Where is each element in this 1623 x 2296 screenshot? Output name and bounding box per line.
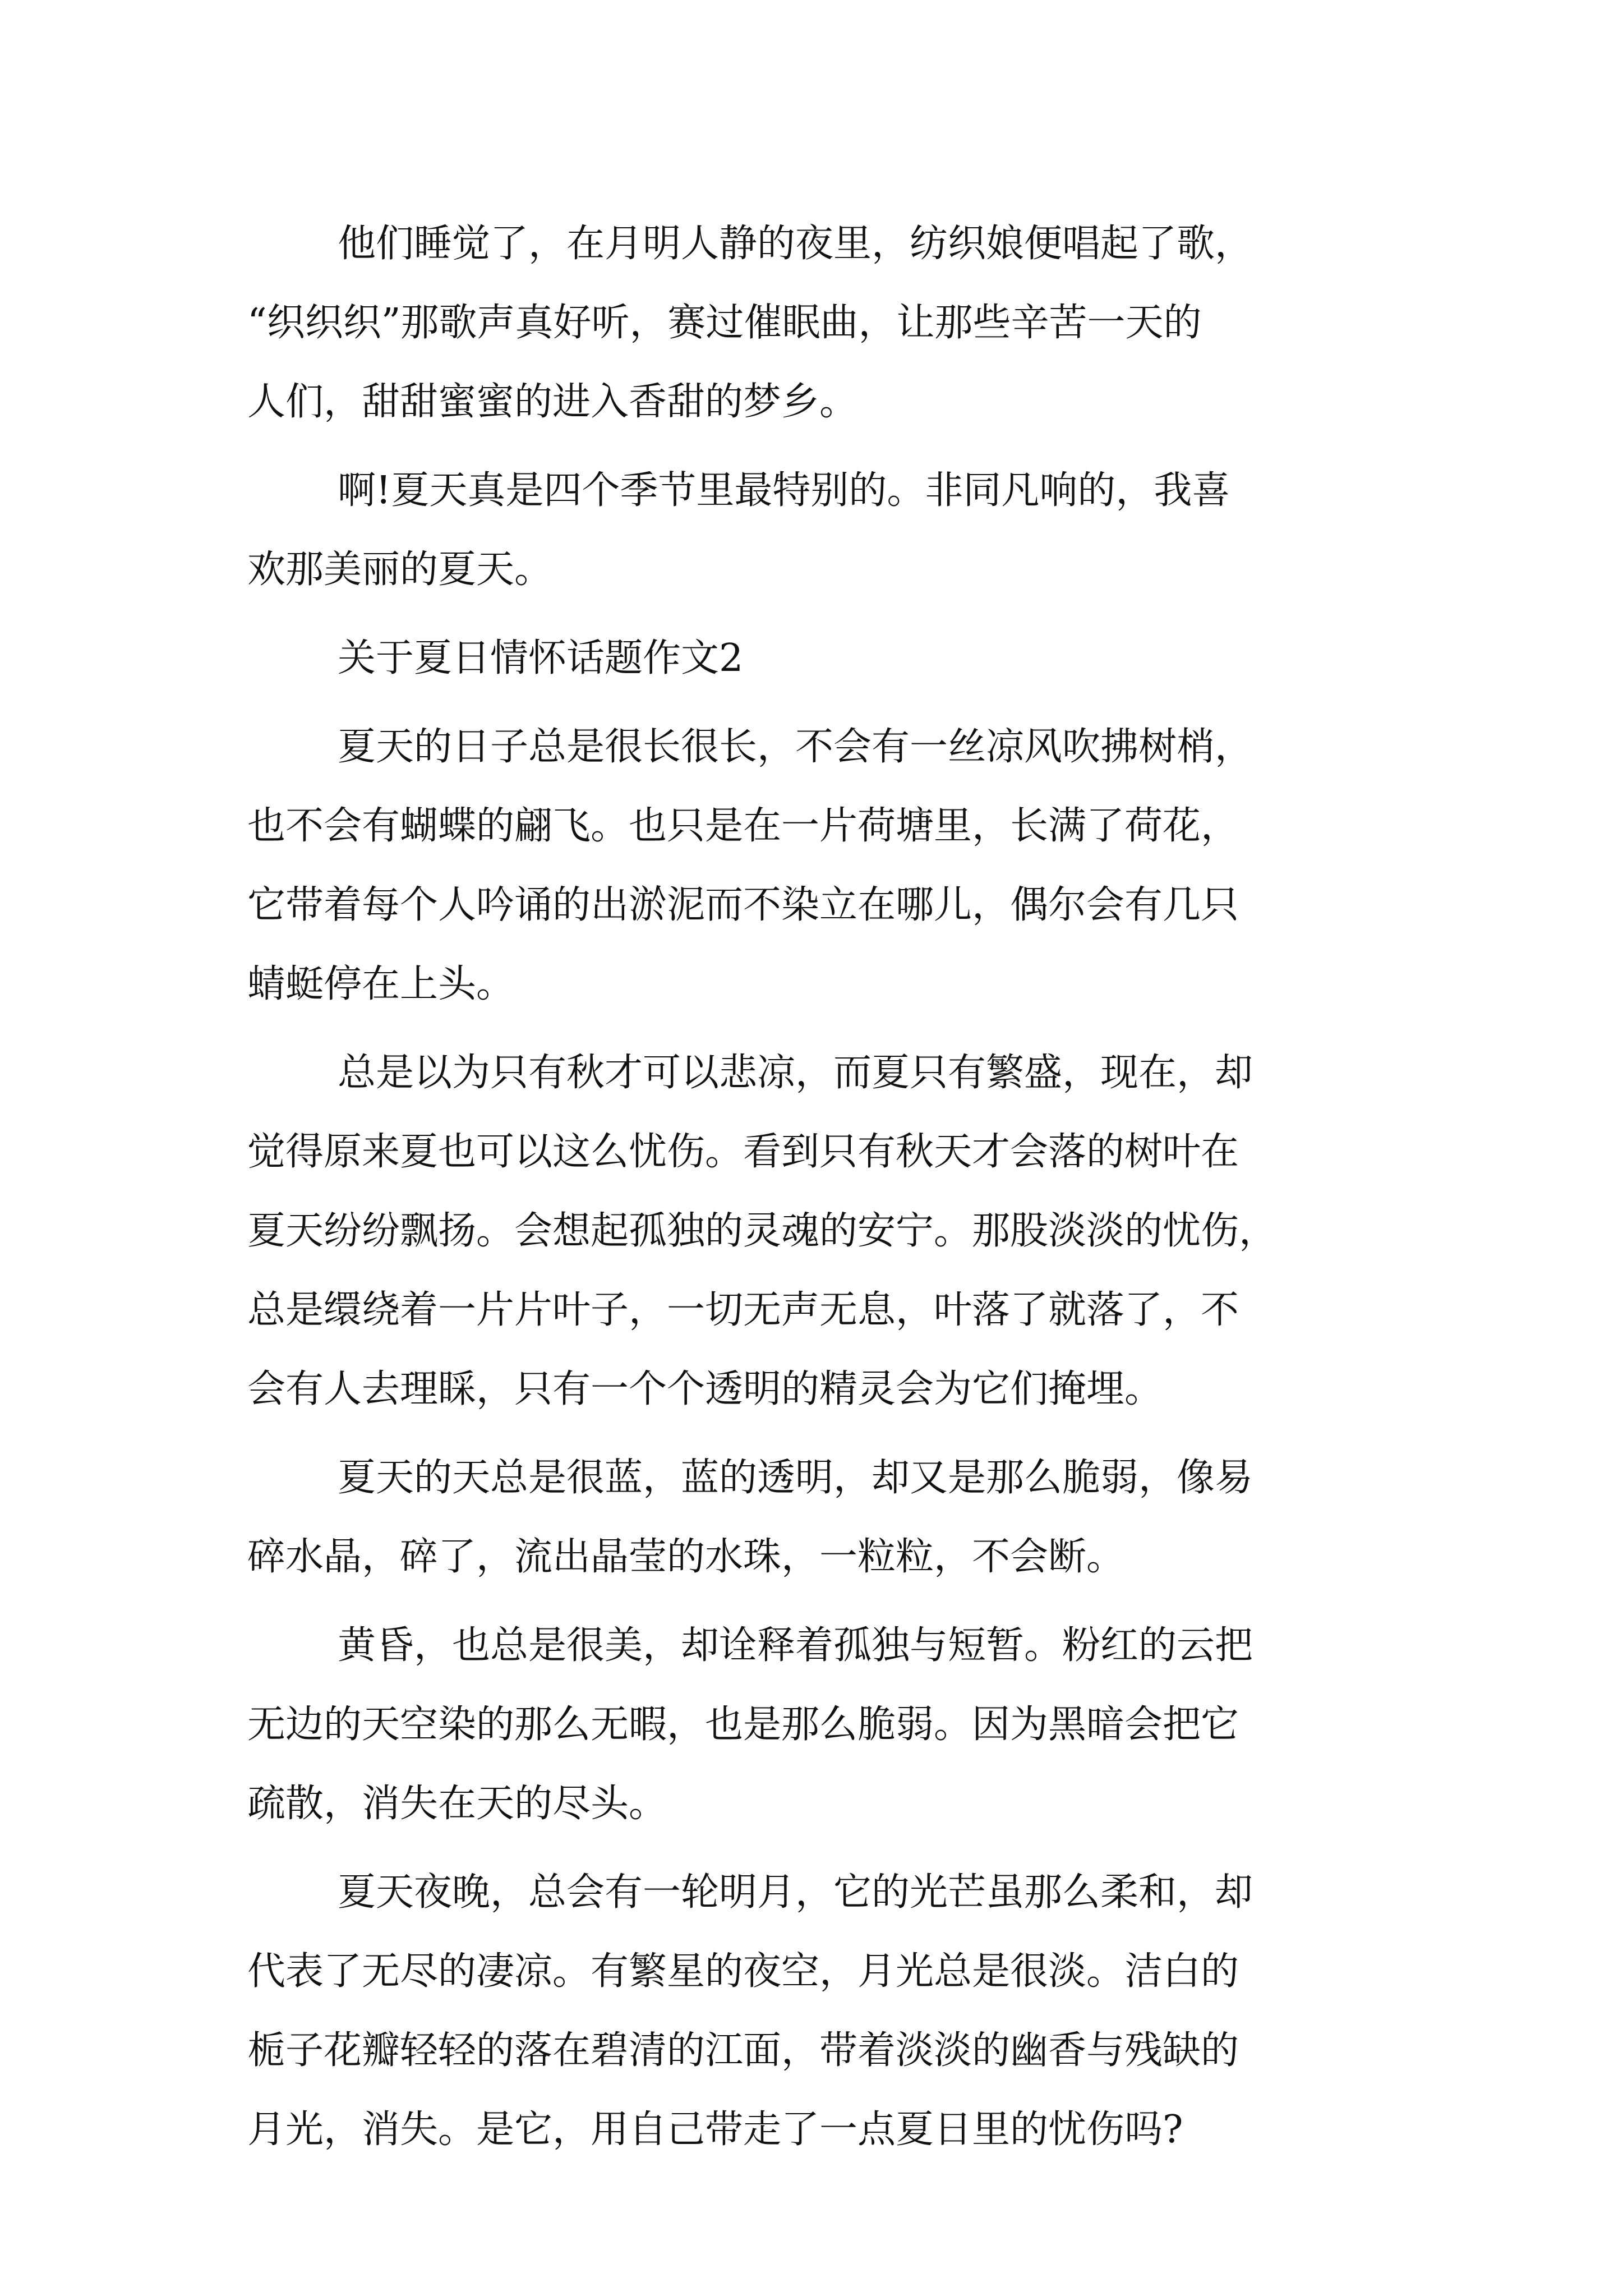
text-line: 总是以为只有秋才可以悲凉，而夏只有繁盛，现在，却 [338,1051,1253,1095]
text-line: 欢那美丽的夏天。 [247,547,553,592]
section-heading [247,619,1391,698]
paragraph-5 [247,1438,1391,1596]
paragraph-1 [247,204,1391,441]
text-line: 黄昏，也总是很美，却诠释着孤独与短暂。粉红的云把 [338,1623,1253,1668]
text-line: 他们睡觉了，在月明人静的夜里，纺织娘便唱起了歌， [338,222,1253,266]
text-line: 人们，甜甜蜜蜜的进入香甜的梦乡。 [247,380,858,424]
text-line: 代表了无尽的凄凉。有繁星的夜空，月光总是很淡。洁白的 [247,1949,1239,1994]
text-line: 它带着每个人吟诵的出淤泥而不染立在哪儿，偶尔会有几只 [247,883,1239,927]
document-body [247,204,1391,2169]
text-line: 夏天夜晚，总会有一轮明月，它的光芒虽那么柔和，却 [338,1870,1253,1915]
text-line: 啊!夏天真是四个季节里最特别的。非同凡响的，我喜 [338,468,1230,513]
paragraph-7 [247,1853,1391,2169]
text-line: 月光，消失。是它，用自己带走了一点夏日里的忧伤吗? [247,2108,1183,2152]
paragraph-6 [247,1606,1391,1843]
text-line: 蜻蜓停在上头。 [247,962,515,1006]
paragraph-4 [247,1033,1391,1429]
text-line: 夏天的日子总是很长很长，不会有一丝凉风吹拂树梢， [338,725,1253,769]
text-line: 觉得原来夏也可以这么忧伤。看到只有秋天才会落的树叶在 [247,1130,1239,1174]
paragraph-3 [247,707,1391,1024]
text-line: 碎水晶，碎了，流出晶莹的水珠，一粒粒，不会断。 [247,1535,1125,1579]
text-line: “织织织”那歌声真好听，赛过催眠曲，让那些辛苦一天的 [247,301,1202,345]
heading-line: 关于夏日情怀话题作文2 [338,636,744,680]
text-line: 无边的天空染的那么无暇，也是那么脆弱。因为黑暗会把它 [247,1703,1239,1747]
text-line: 也不会有蝴蝶的翩飞。也只是在一片荷塘里，长满了荷花， [247,804,1239,848]
text-line: 会有人去理睬，只有一个个透明的精灵会为它们掩埋。 [247,1367,1163,1411]
paragraph-2 [247,451,1391,609]
text-line: 栀子花瓣轻轻的落在碧清的江面，带着淡淡的幽香与残缺的 [247,2028,1239,2073]
text-line: 夏天的天总是很蓝，蓝的透明，却又是那么脆弱，像易 [338,1456,1253,1500]
text-line: 疏散，消失在天的尽头。 [247,1782,667,1826]
text-line: 总是缳绕着一片片叶子，一切无声无息，叶落了就落了，不 [247,1288,1239,1332]
text-line: 夏天纷纷飘扬。会想起孤独的灵魂的安宁。那股淡淡的忧伤， [247,1209,1278,1253]
